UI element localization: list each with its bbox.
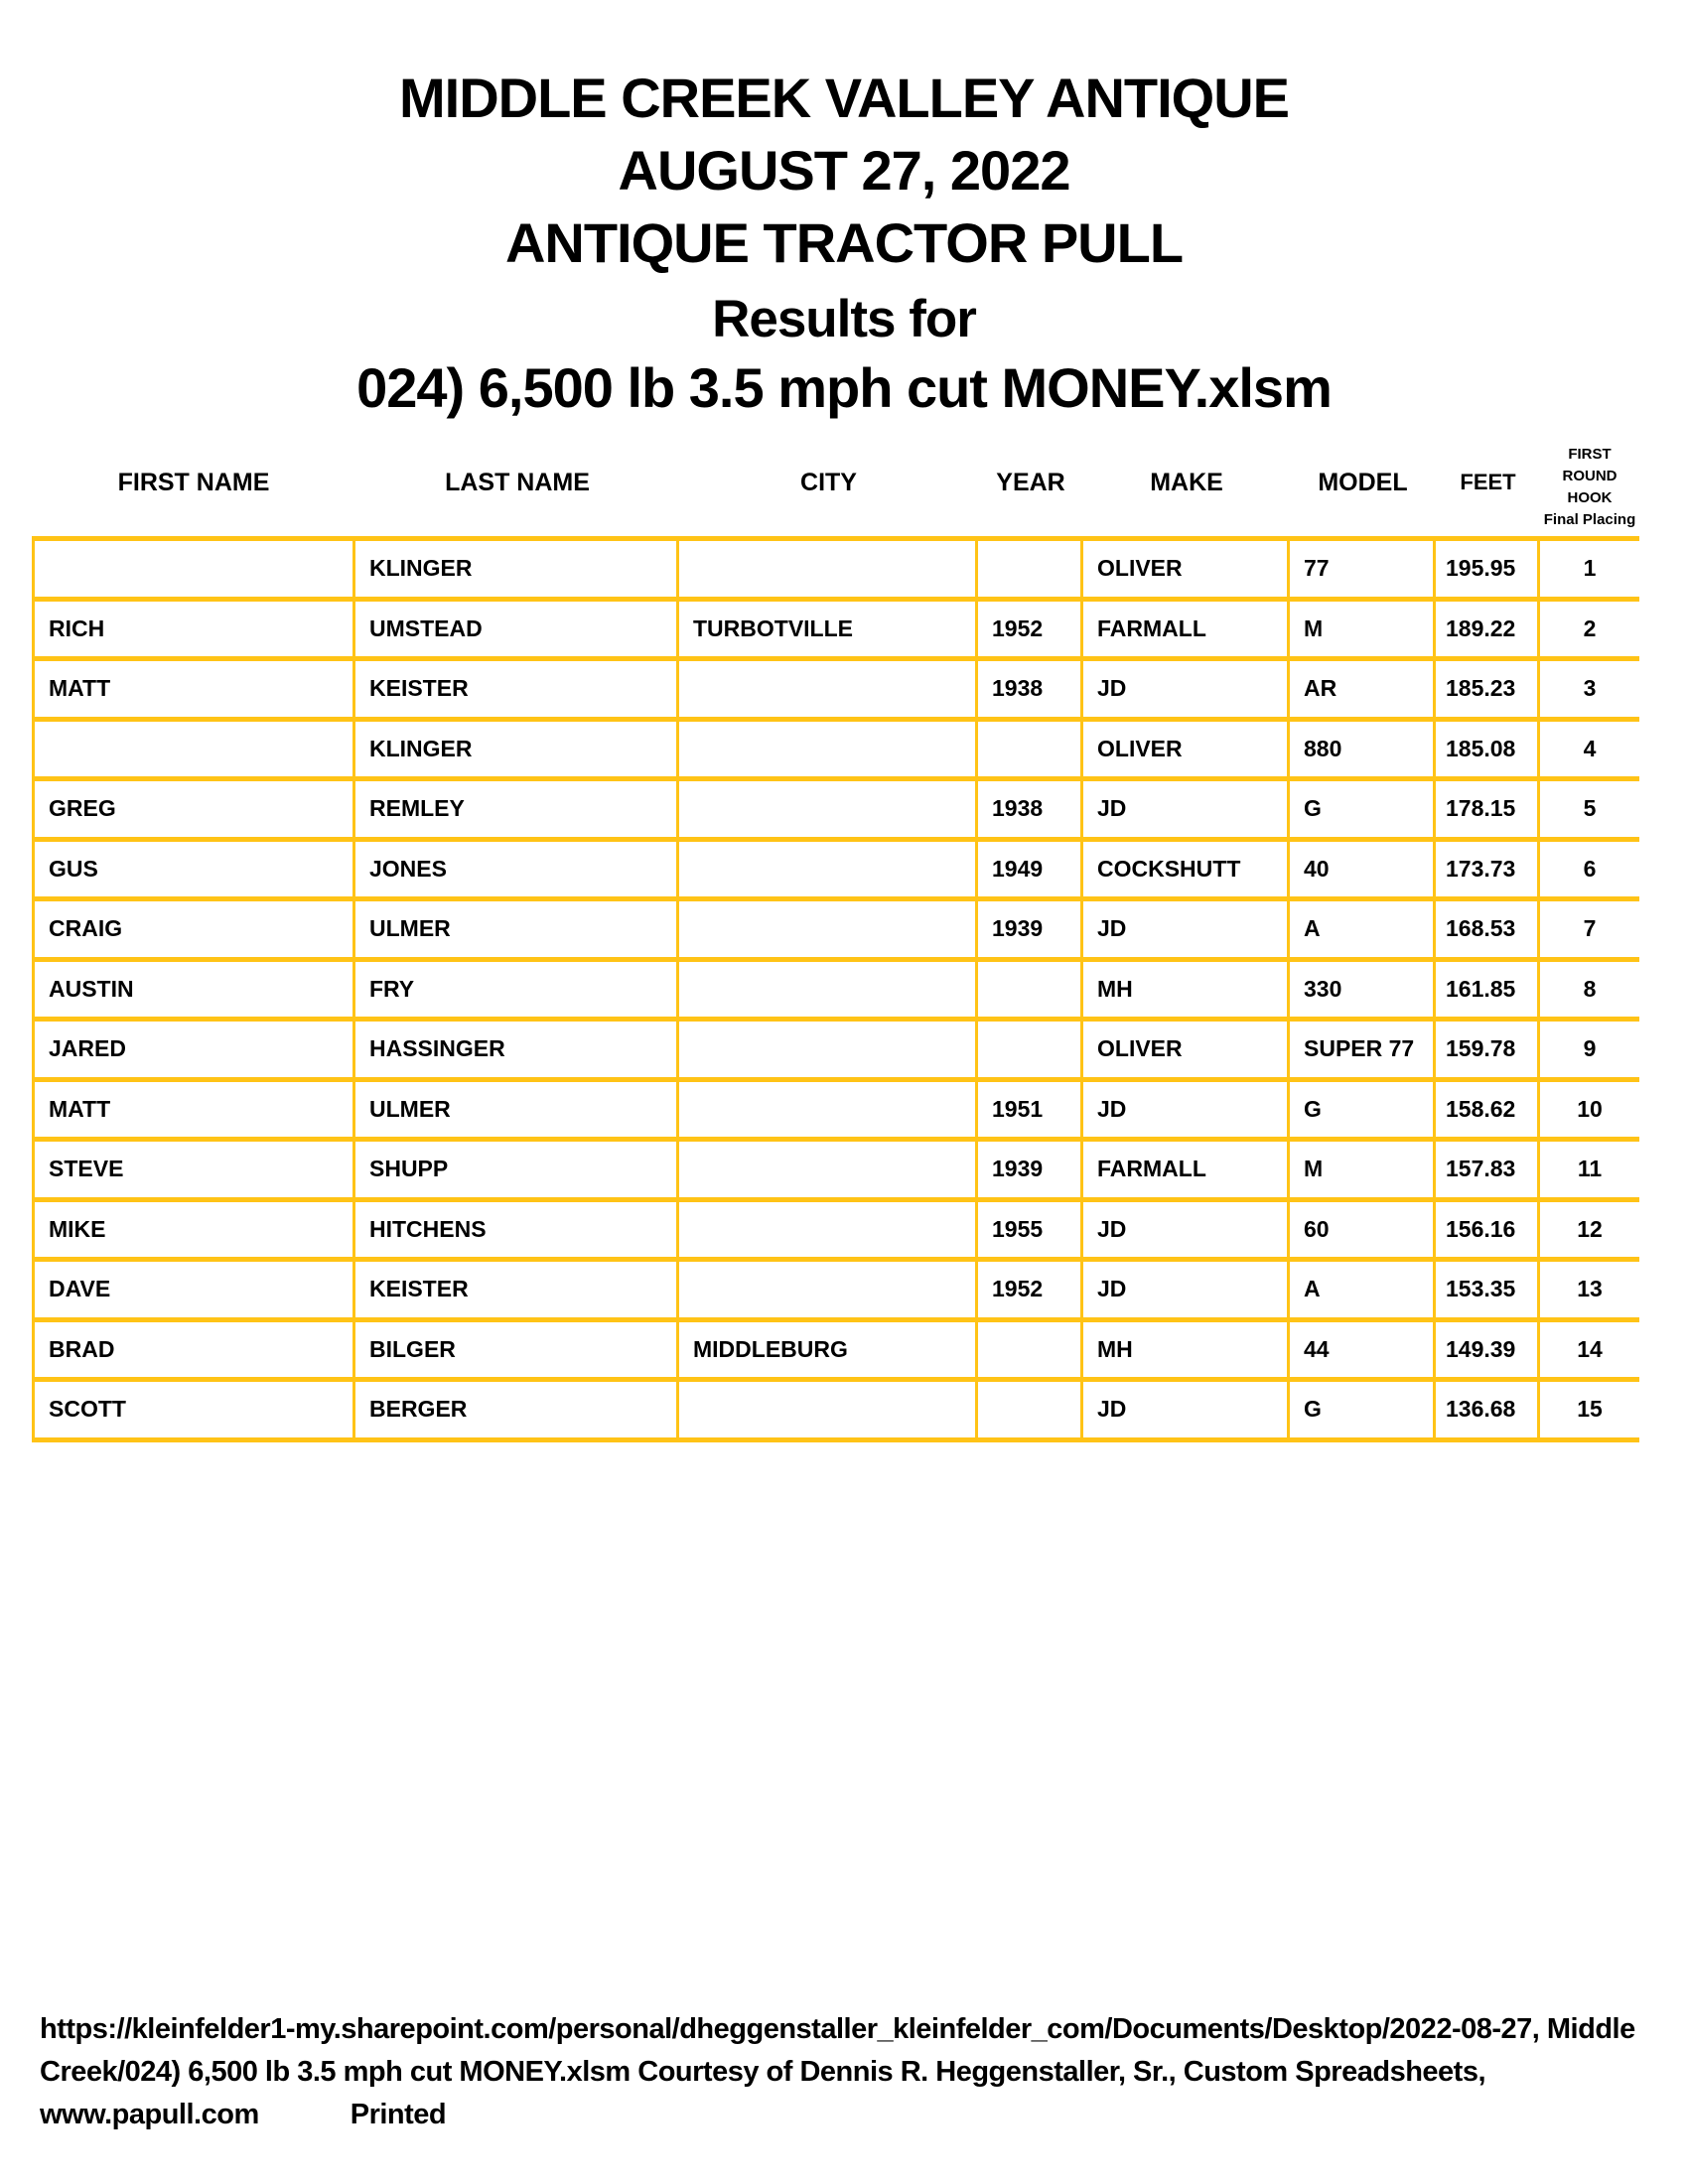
column-header-first-name: FIRST NAME — [32, 457, 355, 541]
cell-city — [679, 901, 978, 962]
cell-last-name: ULMER — [355, 1082, 679, 1143]
cell-first-name: CRAIG — [32, 901, 355, 962]
cell-model: AR — [1290, 661, 1436, 722]
cell-year — [978, 1022, 1083, 1082]
cell-make: MH — [1083, 1322, 1290, 1383]
cell-first-name: BRAD — [32, 1322, 355, 1383]
cell-make: JD — [1083, 661, 1290, 722]
cell-year — [978, 962, 1083, 1023]
cell-make: COCKSHUTT — [1083, 842, 1290, 902]
cell-last-name: FRY — [355, 962, 679, 1023]
cell-city — [679, 1202, 978, 1263]
cell-make: OLIVER — [1083, 722, 1290, 782]
cell-model: A — [1290, 901, 1436, 962]
cell-last-name: HITCHENS — [355, 1202, 679, 1263]
cell-first-name: GUS — [32, 842, 355, 902]
cell-feet: 173.73 — [1436, 842, 1540, 902]
cell-first-name: MATT — [32, 1082, 355, 1143]
cell-last-name: SHUPP — [355, 1142, 679, 1202]
cell-city: TURBOTVILLE — [679, 602, 978, 662]
cell-first-name — [32, 722, 355, 782]
cell-city — [679, 781, 978, 842]
cell-model: G — [1290, 1382, 1436, 1442]
cell-city — [679, 541, 978, 602]
cell-last-name: BERGER — [355, 1382, 679, 1442]
cell-city — [679, 722, 978, 782]
cell-year — [978, 722, 1083, 782]
cell-year: 1938 — [978, 661, 1083, 722]
cell-placing: 10 — [1540, 1082, 1639, 1143]
results-table — [32, 446, 1639, 1442]
cell-model: G — [1290, 781, 1436, 842]
cell-city — [679, 1382, 978, 1442]
cell-model: 44 — [1290, 1322, 1436, 1383]
footer-printed-label: Printed — [350, 2099, 447, 2130]
cell-model: G — [1290, 1082, 1436, 1143]
cell-make: OLIVER — [1083, 1022, 1290, 1082]
cell-last-name: KLINGER — [355, 541, 679, 602]
cell-first-name — [32, 541, 355, 602]
cell-placing: 11 — [1540, 1142, 1639, 1202]
cell-last-name: KLINGER — [355, 722, 679, 782]
cell-first-name: SCOTT — [32, 1382, 355, 1442]
cell-year: 1952 — [978, 602, 1083, 662]
cell-last-name: BILGER — [355, 1322, 679, 1383]
cell-city — [679, 1142, 978, 1202]
cell-city: MIDDLEBURG — [679, 1322, 978, 1383]
cell-feet: 159.78 — [1436, 1022, 1540, 1082]
page-title-results-for: Results for — [712, 290, 976, 348]
cell-city — [679, 1022, 978, 1082]
cell-model: 880 — [1290, 722, 1436, 782]
cell-placing: 2 — [1540, 602, 1639, 662]
cell-model: 40 — [1290, 842, 1436, 902]
cell-placing: 3 — [1540, 661, 1639, 722]
cell-make: FARMALL — [1083, 1142, 1290, 1202]
cell-feet: 156.16 — [1436, 1202, 1540, 1263]
cell-feet: 195.95 — [1436, 541, 1540, 602]
cell-placing: 5 — [1540, 781, 1639, 842]
cell-make: JD — [1083, 1382, 1290, 1442]
cell-placing: 14 — [1540, 1322, 1639, 1383]
cell-city — [679, 661, 978, 722]
cell-make: JD — [1083, 1082, 1290, 1143]
footer-website: www.papull.com — [40, 2099, 259, 2130]
column-header-first-round-hook — [1540, 446, 1639, 541]
cell-last-name: UMSTEAD — [355, 602, 679, 662]
cell-year: 1951 — [978, 1082, 1083, 1143]
cell-year: 1952 — [978, 1262, 1083, 1322]
page-title-class-file: 024) 6,500 lb 3.5 mph cut MONEY.xlsm — [356, 356, 1332, 419]
cell-year — [978, 1322, 1083, 1383]
cell-year: 1955 — [978, 1202, 1083, 1263]
cell-feet: 178.15 — [1436, 781, 1540, 842]
cell-placing: 6 — [1540, 842, 1639, 902]
cell-year: 1939 — [978, 1142, 1083, 1202]
cell-first-name: RICH — [32, 602, 355, 662]
cell-make: FARMALL — [1083, 602, 1290, 662]
cell-last-name: ULMER — [355, 901, 679, 962]
cell-make: JD — [1083, 781, 1290, 842]
column-header-feet: FEET — [1436, 457, 1540, 541]
cell-placing: 8 — [1540, 962, 1639, 1023]
column-header-make: MAKE — [1083, 457, 1290, 541]
cell-city — [679, 1262, 978, 1322]
cell-model: 330 — [1290, 962, 1436, 1023]
cell-first-name: MATT — [32, 661, 355, 722]
hook-header-line-1: FIRST ROUND — [1562, 446, 1618, 484]
cell-placing: 1 — [1540, 541, 1639, 602]
cell-model: 60 — [1290, 1202, 1436, 1263]
cell-feet: 185.08 — [1436, 722, 1540, 782]
cell-model: M — [1290, 1142, 1436, 1202]
cell-first-name: STEVE — [32, 1142, 355, 1202]
cell-year: 1949 — [978, 842, 1083, 902]
page-title-line-1: MIDDLE CREEK VALLEY ANTIQUE — [398, 67, 1289, 129]
cell-last-name: HASSINGER — [355, 1022, 679, 1082]
column-header-last-name: LAST NAME — [355, 457, 679, 541]
hook-header-line-2: HOOK — [1567, 489, 1613, 506]
cell-feet: 168.53 — [1436, 901, 1540, 962]
cell-year: 1939 — [978, 901, 1083, 962]
cell-model: 77 — [1290, 541, 1436, 602]
footer-url-line-2: Creek/024) 6,500 lb 3.5 mph cut MONEY.xlsm Courtesy of Dennis R. Heggenstaller, Sr., Custom Spreadsheets, — [40, 2056, 1486, 2088]
cell-model: M — [1290, 602, 1436, 662]
cell-feet: 149.39 — [1436, 1322, 1540, 1383]
cell-feet: 153.35 — [1436, 1262, 1540, 1322]
column-header-year: YEAR — [978, 457, 1083, 541]
column-header-city: CITY — [679, 457, 978, 541]
cell-first-name: MIKE — [32, 1202, 355, 1263]
cell-feet: 157.83 — [1436, 1142, 1540, 1202]
cell-last-name: REMLEY — [355, 781, 679, 842]
cell-first-name: AUSTIN — [32, 962, 355, 1023]
cell-placing: 13 — [1540, 1262, 1639, 1322]
cell-year — [978, 541, 1083, 602]
footer-url-line-1: https://kleinfelder1-my.sharepoint.com/personal/dheggenstaller_kleinfelder_com/Documents/Desktop/2022-08-27, Middle — [40, 2013, 1635, 2045]
cell-city — [679, 1082, 978, 1143]
hook-header-line-3: Final Placing — [1543, 511, 1636, 528]
cell-city — [679, 962, 978, 1023]
cell-last-name: JONES — [355, 842, 679, 902]
cell-placing: 15 — [1540, 1382, 1639, 1442]
cell-last-name: KEISTER — [355, 1262, 679, 1322]
cell-make: JD — [1083, 901, 1290, 962]
cell-make: MH — [1083, 962, 1290, 1023]
cell-model: A — [1290, 1262, 1436, 1322]
cell-placing: 9 — [1540, 1022, 1639, 1082]
cell-feet: 158.62 — [1436, 1082, 1540, 1143]
cell-make: JD — [1083, 1262, 1290, 1322]
cell-city — [679, 842, 978, 902]
cell-first-name: DAVE — [32, 1262, 355, 1322]
cell-feet: 189.22 — [1436, 602, 1540, 662]
page-title-date: AUGUST 27, 2022 — [618, 139, 1070, 202]
cell-first-name: GREG — [32, 781, 355, 842]
cell-first-name: JARED — [32, 1022, 355, 1082]
cell-placing: 7 — [1540, 901, 1639, 962]
cell-placing: 12 — [1540, 1202, 1639, 1263]
cell-placing: 4 — [1540, 722, 1639, 782]
cell-last-name: KEISTER — [355, 661, 679, 722]
page-title-line-3: ANTIQUE TRACTOR PULL — [504, 211, 1184, 274]
cell-feet: 161.85 — [1436, 962, 1540, 1023]
footer-line-3 — [40, 2101, 446, 2129]
column-header-model: MODEL — [1290, 457, 1436, 541]
cell-model: SUPER 77 — [1290, 1022, 1436, 1082]
cell-year — [978, 1382, 1083, 1442]
cell-make: OLIVER — [1083, 541, 1290, 602]
cell-year: 1938 — [978, 781, 1083, 842]
cell-make: JD — [1083, 1202, 1290, 1263]
cell-feet: 185.23 — [1436, 661, 1540, 722]
cell-feet: 136.68 — [1436, 1382, 1540, 1442]
